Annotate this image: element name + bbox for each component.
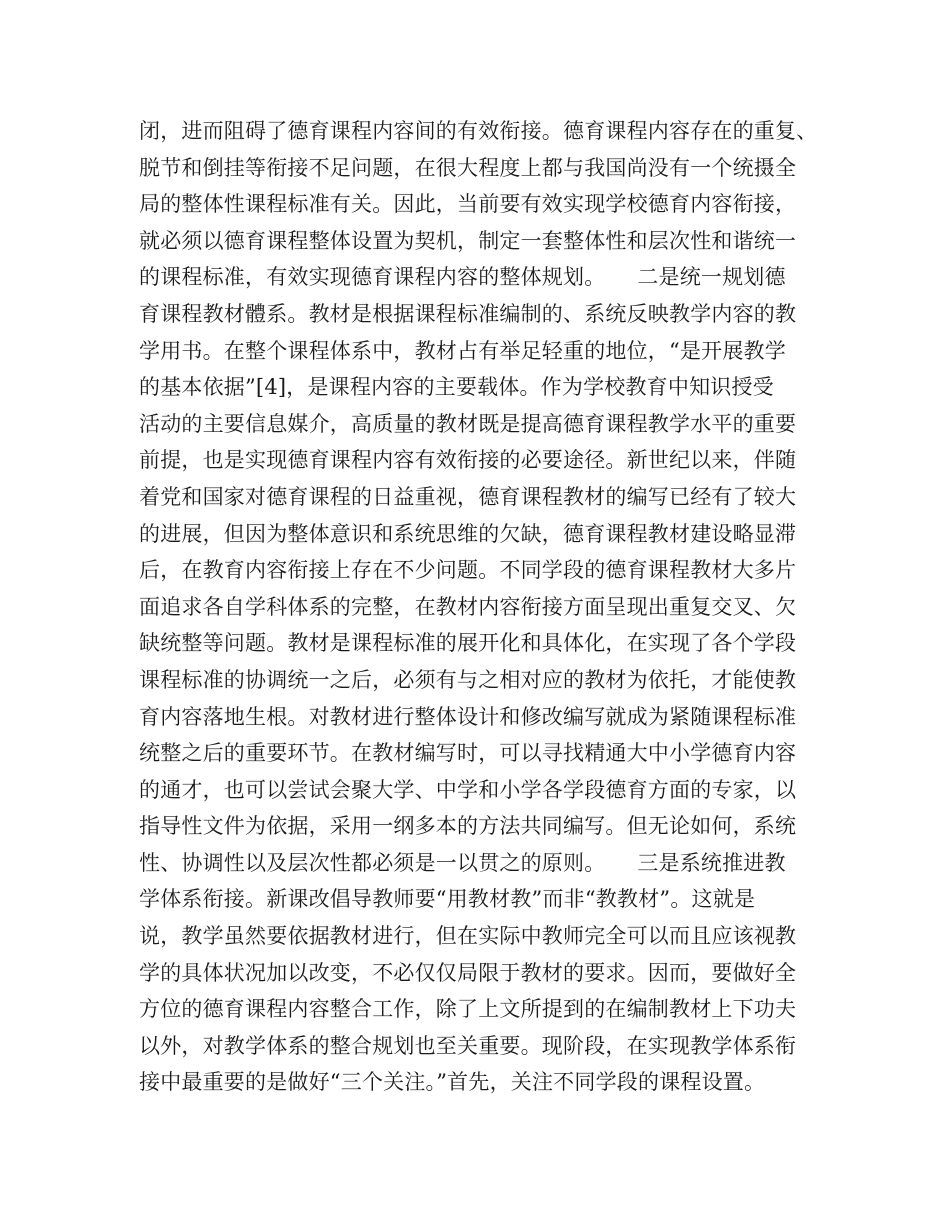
text-line-2: 脱节和倒挂等衔接不足问题，在很大程度上都与我国尚没有一个统摄全 xyxy=(139,155,797,180)
text-line-8: 的基本依据”[4]，是课程内容的主要载体。作为学校教育中知识授受 xyxy=(139,375,774,400)
text-line-14: 面追求各自学科体系的完整，在教材内容衔接方面呈现出重复交叉、欠 xyxy=(139,594,797,619)
text-line-24: 学的具体状况加以改变，不必仅仅局限于教材的要求。因而，要做好全 xyxy=(139,960,797,985)
text-line-17: 育内容落地生根。对教材进行整体设计和修改编写就成为紧随课程标准 xyxy=(139,704,797,729)
text-line-4: 就必须以德育课程整体设置为契机，制定一套整体性和层次性和谐统一 xyxy=(139,228,797,253)
text-line-12: 的进展，但因为整体意识和系统思维的欠缺，德育课程教材建设略显滞 xyxy=(139,521,797,546)
text-line-26: 以外，对教学体系的整合规划也至关重要。现阶段，在实现教学体系衔 xyxy=(139,1033,797,1058)
text-line-20: 指导性文件为依据，采用一纲多本的方法共同编写。但无论如何，系统 xyxy=(139,814,797,839)
text-line-19: 的通才，也可以尝试会聚大学、中学和小学各学段德育方面的专家，以 xyxy=(139,777,797,802)
text-line-6: 育课程教材體系。教材是根据课程标准编制的、系统反映教学内容的教 xyxy=(139,301,797,326)
text-line-7: 学用书。在整个课程体系中，教材占有举足轻重的地位，“是开展教学 xyxy=(139,338,786,363)
text-line-23: 说，教学虽然要依据教材进行，但在实际中教师完全可以而且应该视教 xyxy=(139,924,797,949)
text-line-18: 统整之后的重要环节。在教材编写时，可以寻找精通大中小学德育内容 xyxy=(139,741,797,766)
text-line-1: 闭，进而阻碍了德育课程内容间的有效衔接。德育课程内容存在的重复、 xyxy=(139,119,818,143)
text-line-3: 局的整体性课程标准有关。因此，当前要有效实现学校德育内容衔接， xyxy=(139,192,797,217)
text-line-21: 性、协调性以及层次性都必须是一以贯之的原则。 三是系统推进教 xyxy=(139,850,786,875)
text-line-10: 前提，也是实现德育课程内容有效衔接的必要途径。新世纪以来，伴随 xyxy=(139,448,797,473)
text-line-11: 着党和国家对德育课程的日益重视，德育课程教材的编写已经有了较大 xyxy=(139,484,797,509)
text-line-15: 缺统整等问题。教材是课程标准的展开化和具体化，在实现了各个学段 xyxy=(139,631,797,656)
text-line-13: 后，在教育内容衔接上存在不少问题。不同学段的德育课程教材大多片 xyxy=(139,558,797,583)
text-line-5: 的课程标准，有效实现德育课程内容的整体规划。 二是统一规划德 xyxy=(139,265,786,290)
body-text xyxy=(139,113,819,1101)
text-line-9: 活动的主要信息媒介，高质量的教材既是提高德育课程教学水平的重要 xyxy=(139,411,797,436)
text-line-27: 接中最重要的是做好“三个关注。”首先，关注不同学段的课程设置。 xyxy=(139,1070,766,1095)
text-line-25: 方位的德育课程内容整合工作，除了上文所提到的在编制教材上下功夫 xyxy=(139,997,797,1022)
text-line-16: 课程标准的协调统一之后，必须有与之相对应的教材为依托，才能使教 xyxy=(139,667,797,692)
text-line-22: 学体系衔接。新课改倡导教师要“用教材教”而非“教教材”。这就是 xyxy=(139,887,756,912)
